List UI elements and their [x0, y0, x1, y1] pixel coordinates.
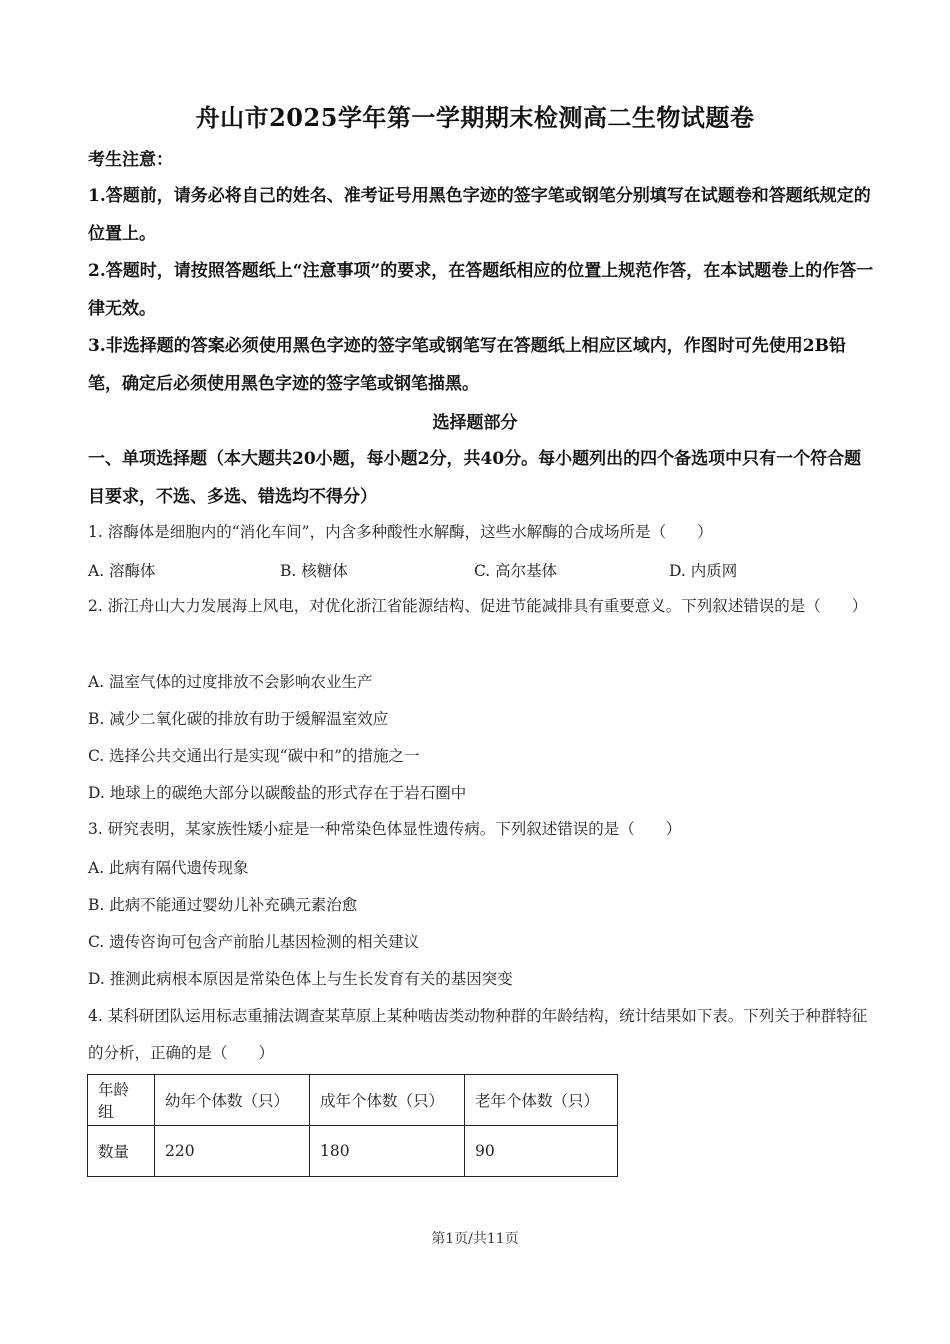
question-1-options — [88, 559, 788, 581]
notice-item-2: 2.答题时，请按照答题纸上“注意事项”的要求，在答题纸相应的位置上规范作答，在本试题卷上的作答一律无效。 — [88, 261, 874, 319]
notice-item-1: 1.答题前，请务必将自己的姓名、准考证号用黑色字迹的签字笔或钢笔分别填写在试题卷和答题纸规定的位置上。 — [88, 186, 871, 244]
table-cell: 180 — [310, 1126, 465, 1177]
page-title: 舟山市2025学年第一学期期末检测高二生物试题卷 — [195, 103, 755, 132]
table-row — [88, 1126, 618, 1177]
question-1-option-b: B. 核糖体 — [280, 562, 348, 580]
question-1-option-d: D. 内质网 — [669, 562, 738, 580]
notice-heading: 考生注意： — [88, 150, 173, 170]
question-2-option-c: C. 选择公共交通出行是实现“碳中和”的措施之一 — [88, 747, 420, 765]
table-cell: 数量 — [88, 1126, 155, 1177]
question-2-option-d: D. 地球上的碳绝大部分以碳酸盐的形式存在于岩石圈中 — [88, 784, 467, 802]
table-header-cell: 幼年个体数（只） — [155, 1075, 310, 1126]
table-cell: 220 — [155, 1126, 310, 1177]
table-header-cell: 年龄组 — [88, 1075, 155, 1126]
table-header-row — [88, 1075, 618, 1126]
question-2-option-a: A. 温室气体的过度排放不会影响农业生产 — [88, 673, 373, 691]
table-header-cell: 老年个体数（只） — [465, 1075, 618, 1126]
question-3-stem: 3. 研究表明，某家族性矮小症是一种常染色体显性遗传病。下列叙述错误的是（ ） — [88, 820, 682, 838]
section-title: 选择题部分 — [432, 413, 518, 433]
part-heading: 一、单项选择题（本大题共20小题，每小题2分，共40分。每小题列出的四个备选项中只有一个符合题目要求，不选、多选、错选均不得分） — [88, 449, 862, 507]
question-3-option-c: C. 遗传咨询可包含产前胎儿基因检测的相关建议 — [88, 933, 420, 951]
question-1-option-a: A. 溶酶体 — [88, 562, 156, 580]
question-4-stem: 4. 某科研团队运用标志重捕法调查某草原上某种啮齿类动物种群的年龄结构，统计结果如下表。下列关于种群特征的分析，正确的是（ ） — [88, 1007, 868, 1062]
table-cell: 90 — [465, 1126, 618, 1177]
question-3-option-d: D. 推测此病根本原因是常染色体上与生长发育有关的基因突变 — [88, 970, 513, 988]
question-2-option-b: B. 减少二氧化碳的排放有助于缓解温室效应 — [88, 710, 389, 728]
notice-item-3: 3.非选择题的答案必须使用黑色字迹的签字笔或钢笔写在答题纸上相应区域内，作图时可先使用2B铅笔，确定后必须使用黑色字迹的签字笔或钢笔描黑。 — [88, 336, 846, 394]
page-footer: 第1页/共11页 — [431, 1231, 519, 1247]
question-2-stem: 2. 浙江舟山大力发展海上风电，对优化浙江省能源结构、促进节能减排具有重要意义。下列叙述错误的是（ ） — [88, 597, 868, 615]
age-structure-table — [87, 1074, 618, 1177]
question-3-option-b: B. 此病不能通过婴幼儿补充碘元素治愈 — [88, 896, 358, 914]
question-3-option-a: A. 此病有隔代遗传现象 — [88, 859, 249, 877]
table-header-cell: 成年个体数（只） — [310, 1075, 465, 1126]
question-1-stem: 1. 溶酶体是细胞内的“消化车间”，内含多种酸性水解酶，这些水解酶的合成场所是（ ） — [88, 523, 713, 541]
question-1-option-c: C. 高尔基体 — [474, 562, 558, 580]
